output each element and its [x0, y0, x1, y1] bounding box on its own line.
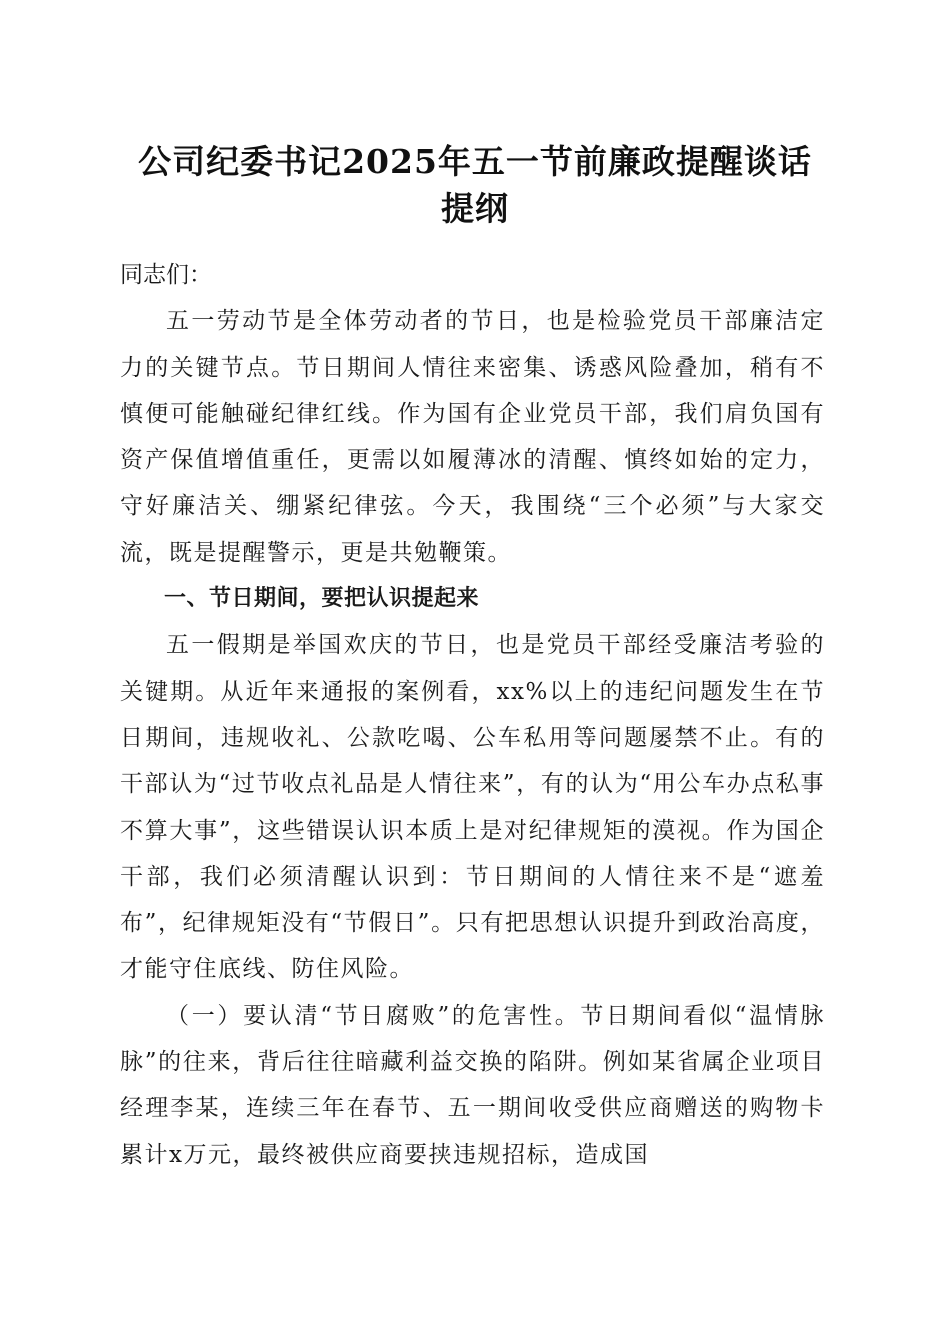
title-line-1: 公司纪委书记2025年五一节前廉政提醒谈话: [138, 142, 812, 181]
greeting: 同志们：: [120, 262, 212, 288]
subsection-1-paragraph: [120, 993, 825, 1178]
subsection-1-title: （一）要认清“节日腐败”的危害性。: [166, 1002, 581, 1029]
section-1-paragraph: 五一假期是举国欢庆的节日，也是党员干部经受廉洁考验的关键期。从近年来通报的案例看，xx%以上的违纪问题发生在节日期间，违规收礼、公款吃喝、公车私用等问题屡禁不止。有的干部认为“过节收点礼品是人情往来”，有的认为“用公车办点私事不算大事”，这些错误认识本质上是对纪律规矩的漠视。作为国企干部，我们必须清醒认识到：节日期间的人情往来不是“遮羞布”，纪律规矩没有“节假日”。只有把思想认识提升到政治高度，才能守住底线、防住风险。: [120, 632, 825, 983]
document-body: [120, 252, 825, 1178]
title-line-2: 提纲: [441, 189, 509, 228]
document-title: [105, 138, 845, 232]
section-1-heading: 一、节日期间，要把认识提起来: [164, 586, 480, 612]
subsection-1-body: 节日期间看似“温情脉脉”的往来，背后往往暗藏利益交换的陷阱。例如某省属企业项目经理李某，连续三年在春节、五一期间收受供应商赠送的购物卡累计x万元，最终被供应商要挟违规招标，造成国: [120, 1002, 825, 1168]
intro-paragraph: 五一劳动节是全体劳动者的节日，也是检验党员干部廉洁定力的关键节点。节日期间人情往来密集、诱惑风险叠加，稍有不慎便可能触碰纪律红线。作为国有企业党员干部，我们肩负国有资产保值增值重任，更需以如履薄冰的清醒、慎终如始的定力，守好廉洁关、绷紧纪律弦。今天，我围绕“三个必须”与大家交流，既是提醒警示，更是共勉鞭策。: [120, 308, 825, 566]
